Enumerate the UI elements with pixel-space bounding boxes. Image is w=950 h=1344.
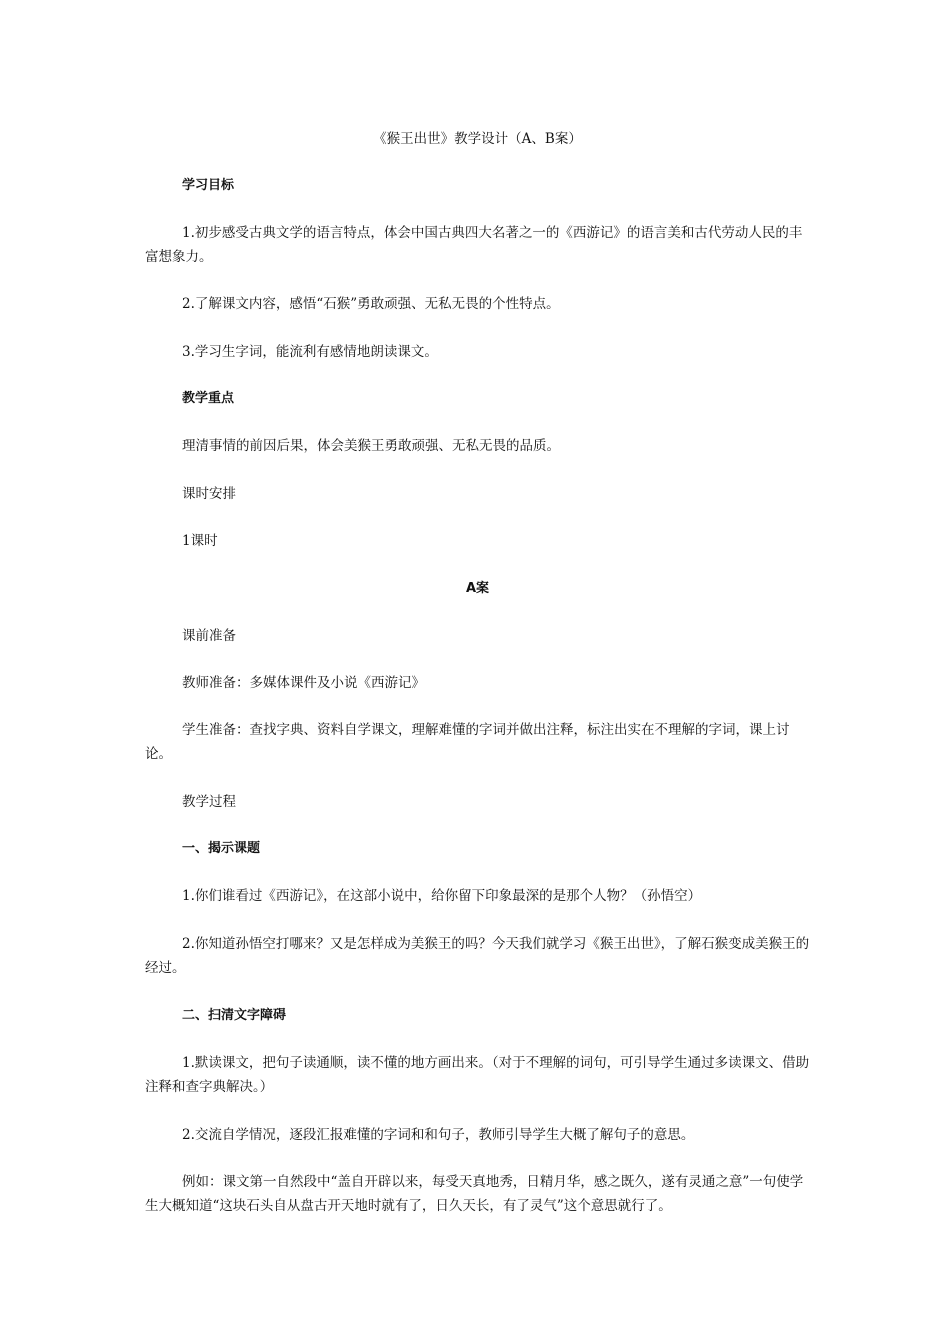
- focus-heading: 教学重点: [182, 391, 235, 406]
- section2-item-1: 1.默读课文，把句子读通顺，读不懂的地方画出来。（对于不理解的词句，可引导学生通过多读课文、借助注释和查字典解决。）: [145, 1055, 810, 1095]
- focus-text: 理清事情的前因后果，体会美猴王勇敢顽强、无私无畏的品质。: [182, 438, 560, 454]
- section1-item-1: 1.你们谁看过《西游记》，在这部小说中，给你留下印象最深的是那个人物？（孙悟空）: [182, 888, 702, 904]
- section1-heading: 一、揭示课题: [182, 841, 261, 856]
- section2-heading: 二、扫清文字障碍: [182, 1008, 287, 1023]
- teacher-prep: 教师准备：多媒体课件及小说《西游记》: [182, 675, 425, 691]
- schedule-text: 1课时: [182, 533, 218, 549]
- goals-heading: 学习目标: [182, 178, 235, 193]
- process-heading: 教学过程: [182, 794, 236, 810]
- goal-item-2: 2.了解课文内容，感悟“石猴”勇敢顽强、无私无畏的个性特点。: [182, 296, 560, 312]
- plan-a-heading: A案: [465, 581, 490, 596]
- prep-heading: 课前准备: [182, 628, 236, 644]
- student-prep: 学生准备：查找字典、资料自学课文，理解难懂的字词并做出注释，标注出实在不理解的字词，课上讨论。: [145, 722, 790, 762]
- section1-item-2: 2.你知道孙悟空打哪来？又是怎样成为美猴王的吗？今天我们就学习《猴王出世》，了解石猴变成美猴王的经过。: [145, 936, 810, 976]
- section2-example: 例如：课文第一自然段中“盖自开辟以来，每受天真地秀，日精月华，感之既久，遂有灵通之意”一句使学生大概知道“这块石头自从盘古开天地时就有了，日久天长，有了灵气”这个意思就行了。: [145, 1174, 804, 1214]
- goal-item-3: 3.学习生字词，能流利有感情地朗读课文。: [182, 344, 438, 360]
- schedule-heading: 课时安排: [182, 486, 236, 502]
- document-title: 《猴王出世》教学设计（A、B案）: [373, 131, 582, 147]
- goal-item-1: 1.初步感受古典文学的语言特点，体会中国古典四大名著之一的《西游记》的语言美和古代劳动人民的丰富想象力。: [145, 225, 803, 265]
- section2-item-2: 2.交流自学情况，逐段汇报难懂的字词和和句子，教师引导学生大概了解句子的意思。: [182, 1127, 695, 1143]
